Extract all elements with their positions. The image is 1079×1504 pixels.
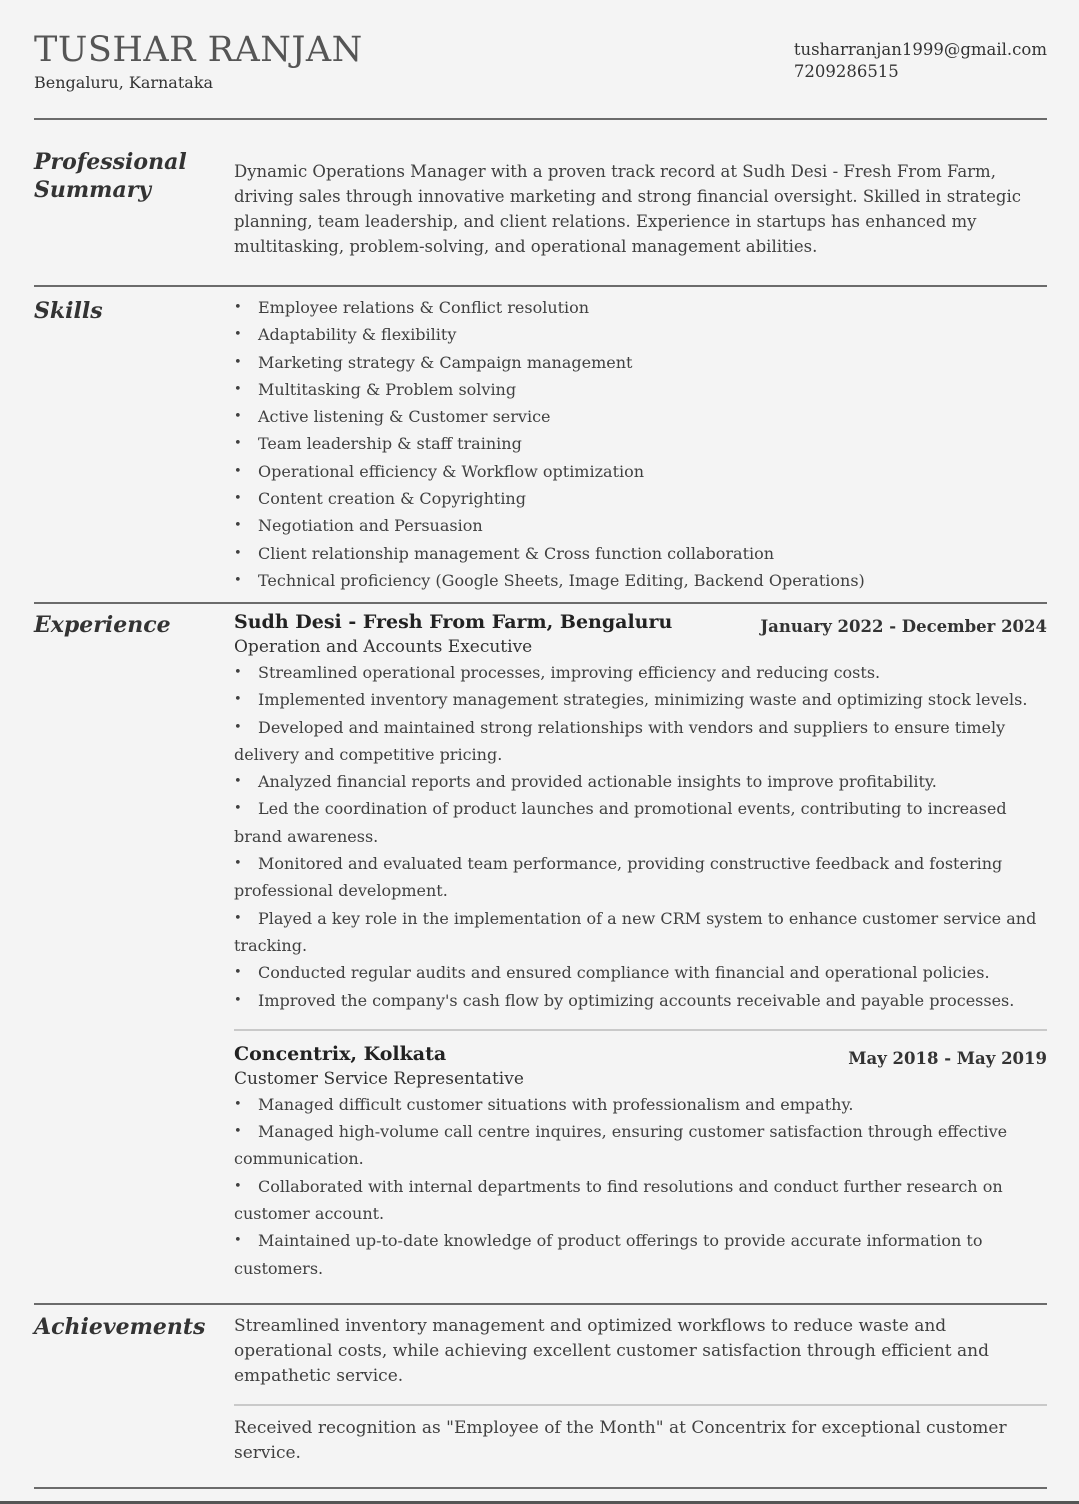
bullet-icon: •: [234, 1178, 242, 1194]
list-item: • Improved the company's cash flow by optimizing accounts receivable and payable processes.: [234, 987, 1047, 1014]
bullet-icon: •: [234, 692, 242, 708]
job-role: Operation and Accounts Executive: [234, 637, 533, 657]
experience-section: [34, 604, 1047, 1305]
bullet-icon: •: [234, 436, 242, 452]
bullet-icon: •: [234, 518, 242, 534]
list-item: • Adaptability & flexibility: [234, 321, 1047, 348]
summary-text: Dynamic Operations Manager with a proven track record at Sudh Desi - Fresh From Farm, driving sales through innovative marketing and strong financial oversight. Skilled in strategic planning, team leadership, and client relations. Experience in startups has enhanced my multitasking, problem-solving, and operational management abilities.: [234, 162, 1022, 256]
summary-title-line2: Summary: [34, 177, 152, 203]
bullet-icon: •: [234, 491, 242, 507]
candidate-name: TUSHAR RANJAN: [34, 30, 363, 70]
list-item: • Collaborated with internal departments to find resolutions and conduct further research on customer account.: [234, 1173, 1047, 1228]
summary-title-line1: Professional: [34, 149, 187, 175]
list-item: • Maintained up-to-date knowledge of product offerings to provide accurate information to customers.: [234, 1227, 1047, 1282]
list-item: • Multitasking & Problem solving: [234, 376, 1047, 403]
resume-header: [34, 0, 1047, 120]
resume-page: [34, 0, 1047, 1489]
list-item: • Team leadership & staff training: [234, 430, 1047, 457]
skills-section: [34, 287, 1047, 604]
bullet-icon: •: [234, 1233, 242, 1249]
list-item: • Marketing strategy & Campaign management: [234, 349, 1047, 376]
list-item: • Led the coordination of product launches and promotional events, contributing to increased brand awareness.: [234, 795, 1047, 850]
contact-block: [794, 39, 1047, 83]
job-entry: [234, 1041, 1047, 1282]
bullet-icon: •: [234, 910, 242, 926]
list-item: • Employee relations & Conflict resolution: [234, 294, 1047, 321]
list-item: • Monitored and evaluated team performance, providing constructive feedback and fostering professional development.: [234, 850, 1047, 905]
summary-title: [34, 148, 224, 204]
job-entry: [234, 604, 1047, 1014]
job-divider: [234, 1029, 1047, 1031]
job-dates: January 2022 - December 2024: [760, 617, 1047, 636]
list-item: • Developed and maintained strong relationships with vendors and suppliers to ensure timely delivery and competitive pricing.: [234, 714, 1047, 769]
bullet-icon: •: [234, 354, 242, 370]
bullet-icon: •: [234, 572, 242, 588]
list-item: • Technical proficiency (Google Sheets, Image Editing, Backend Operations): [234, 567, 1047, 594]
company-name: Sudh Desi - Fresh From Farm, Bengaluru: [234, 611, 673, 633]
summary-section: [34, 120, 1047, 287]
candidate-location: Bengaluru, Karnataka: [34, 73, 214, 92]
achievement-item: Streamlined inventory management and optimized workflows to reduce waste and operational costs, while achieving excellent customer satisfaction through efficient and empathetic service.: [234, 1316, 989, 1386]
bullet-icon: •: [234, 463, 242, 479]
list-item: • Operational efficiency & Workflow optimization: [234, 458, 1047, 485]
achievement-item: Received recognition as "Employee of the Month" at Concentrix for exceptional customer service.: [234, 1418, 1007, 1463]
job-bullets: [234, 659, 1047, 1014]
list-item: • Conducted regular audits and ensured compliance with financial and operational policies.: [234, 959, 1047, 986]
bullet-icon: •: [234, 545, 242, 561]
bullet-icon: •: [234, 300, 242, 315]
bullet-icon: •: [234, 965, 242, 981]
list-item: • Client relationship management & Cross function collaboration: [234, 540, 1047, 567]
achievements-title: Achievements: [34, 1314, 206, 1340]
achievements-section: [34, 1305, 1047, 1489]
job-bullets: [234, 1091, 1047, 1282]
company-name: Concentrix, Kolkata: [234, 1042, 447, 1065]
bullet-icon: •: [234, 409, 242, 425]
list-item: • Active listening & Customer service: [234, 403, 1047, 430]
bullet-icon: •: [234, 381, 242, 397]
bullet-icon: •: [234, 801, 242, 817]
job-dates: May 2018 - May 2019: [848, 1048, 1047, 1068]
job-role: Customer Service Representative: [234, 1068, 524, 1089]
list-item: • Streamlined operational processes, improving efficiency and reducing costs.: [234, 659, 1047, 686]
phone-text: 7209286515: [793, 62, 899, 81]
bullet-icon: •: [234, 774, 242, 790]
email-text: tusharranjan1999@gmail.com: [793, 40, 1047, 59]
list-item: • Content creation & Copyrighting: [234, 485, 1047, 512]
bullet-icon: •: [234, 992, 242, 1008]
list-item: • Implemented inventory management strategies, minimizing waste and optimizing stock levels.: [234, 686, 1047, 713]
list-item: • Analyzed financial reports and provided actionable insights to improve profitability.: [234, 768, 1047, 795]
list-item: • Negotiation and Persuasion: [234, 512, 1047, 539]
list-item: • Managed high-volume call centre inquires, ensuring customer satisfaction through effective communication.: [234, 1118, 1047, 1173]
bullet-icon: •: [234, 719, 242, 735]
bullet-icon: •: [234, 327, 242, 343]
list-item: • Managed difficult customer situations with professionalism and empathy.: [234, 1091, 1047, 1118]
experience-title: Experience: [34, 612, 171, 638]
list-item: • Played a key role in the implementation of a new CRM system to enhance customer service and tracking.: [234, 905, 1047, 960]
skills-title: Skills: [34, 298, 103, 324]
skills-list: [234, 287, 1047, 594]
achievement-divider: [234, 1404, 1047, 1406]
bullet-icon: •: [234, 856, 242, 872]
bullet-icon: •: [234, 1096, 242, 1112]
bullet-icon: •: [234, 1124, 242, 1140]
bullet-icon: •: [234, 665, 242, 680]
